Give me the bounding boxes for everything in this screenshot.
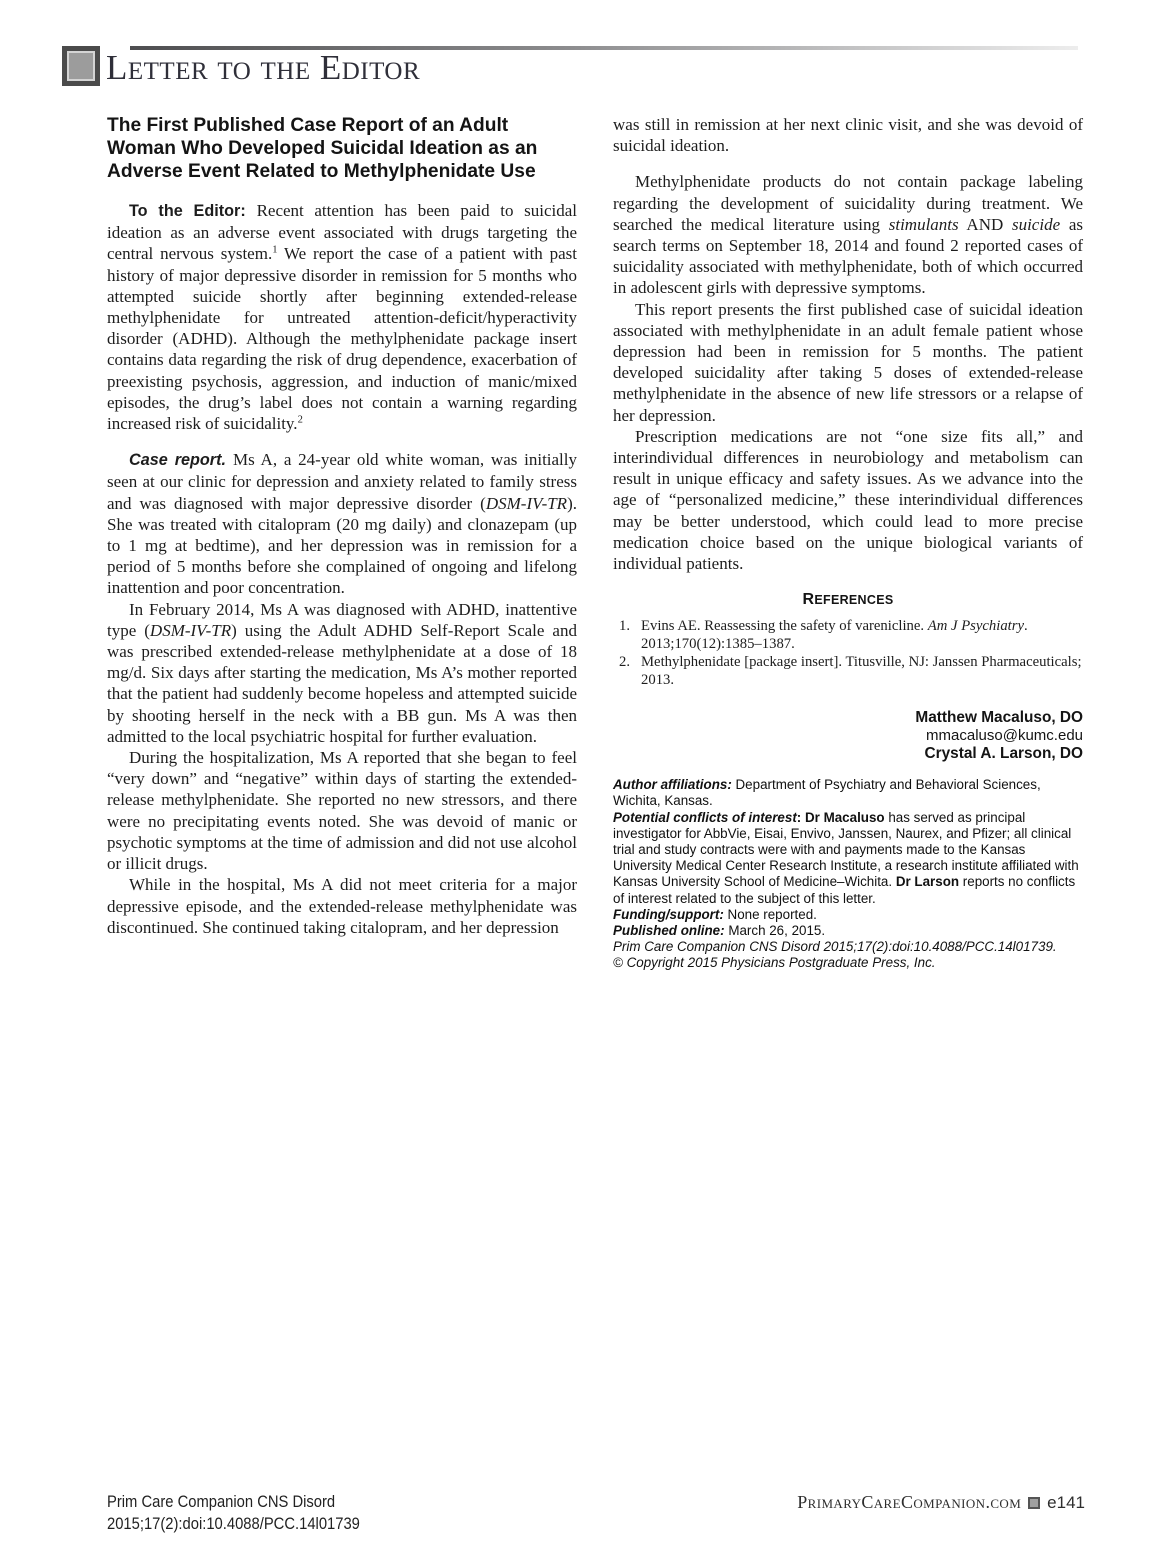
- text-segment: Methylphenidate products do not contain package labeling regarding the development of suicidality during treatment. We searched the medical literature using: [613, 172, 1083, 234]
- text-segment: reports no conflicts of interest related to the subject of this letter.: [613, 874, 1076, 906]
- right-column: [613, 114, 1083, 972]
- text-segment: was still in remission at her next clinic visit, and she was devoid of suicidal ideation.: [613, 115, 1083, 156]
- text-segment: :: [796, 809, 805, 825]
- text-line: [613, 745, 1083, 763]
- text-segment: While in the hospital, Ms A did not meet criteria for a major depressive episode, and the extended-release methylphenidate was discontinued. She continued taking citalopram, and her depression: [107, 875, 577, 937]
- paragraph-methylphenidate-products: [613, 171, 1083, 298]
- text-segment: ). She was treated with citalopram (20 mg daily) and clonazepam (up to 1 mg at bedtime), and her depression was in remission for a period of 5 months before she complained of ongoing and lifelong inattention and poor concentration.: [107, 493, 577, 598]
- footer-site-name: PrimaryCareCompanion.com: [797, 1492, 1022, 1512]
- footer-page-number: e141: [1047, 1492, 1085, 1512]
- reference-text: [641, 654, 1083, 690]
- reference-list: [619, 618, 1083, 689]
- text-segment: mmacaluso@kumc.edu: [926, 727, 1083, 745]
- text-segment: ) using the Adult ADHD Self-Report Scale and was prescribed extended-release methylphenidate at a dose of 18 mg/d. Six days after starting the medication, Ms A’s mother reported that the patient had suddenly become hopeless and attempted suicide by shooting herself in the neck with a BB gun. Ms A was then admitted to the local psychiatric hospital for further evaluation.: [107, 620, 577, 746]
- footnote-marker: 1: [272, 244, 278, 256]
- text-line: [613, 810, 1083, 907]
- article-body: [107, 114, 1083, 972]
- text-segment: DSM-IV-TR: [485, 493, 568, 513]
- text-segment: Recent attention has been paid to suicidal ideation as an adverse event associated with drugs targeting the central nervous system.: [107, 201, 577, 264]
- paragraph-continuation: [613, 114, 1083, 156]
- text-segment: as search terms on September 18, 2014 and found 2 reported cases of suicidality associated with methylphenidate, both of which occurred in adolescent girls with depressive symptoms.: [613, 214, 1083, 298]
- text-segment: We report the case of a patient with past history of major depressive disorder in remission for 5 months who attempted suicide shortly after beginning extended-release methylphenidate for untreated attention-deficit/hyperactivity disorder (ADHD). Although the methylphenidate package insert contains data regarding the risk of drug dependence, exacerbation of preexisting psychosis, aggression, and induction of manic/mixed episodes, the drug’s label does not contain a warning regarding increased risk of suicidality.: [107, 244, 578, 434]
- footer-journal-doi: 2015;17(2):doi:10.4088/PCC.14l01739: [107, 1513, 360, 1533]
- reference-number: 1.: [619, 618, 631, 635]
- references-heading: REFERENCES: [802, 591, 894, 609]
- paragraph-to-the-editor: [107, 200, 577, 434]
- paragraph-prescription-medications: [613, 426, 1083, 574]
- section-square-icon-inner: [67, 51, 95, 81]
- text-segment: © Copyright 2015 Physicians Postgraduate Press, Inc.: [613, 955, 936, 971]
- text-segment: Evins AE. Reassessing the safety of varenicline.: [641, 618, 928, 635]
- text-segment: Published online:: [613, 923, 725, 939]
- text-segment: Potential conflicts of interest: [613, 809, 797, 825]
- text-line: [613, 777, 1083, 809]
- text-segment: Dr Larson: [895, 874, 960, 890]
- text-segment: During the hospitalization, Ms A reported that she began to feel “very down” and “negative” within days of starting the extended-release methylphenidate. She reported no new stressors, and there were no precipitating events noted. She was devoid of manic or psychotic symptoms at the time of admission and did not use alcohol or illicit drugs.: [107, 748, 577, 874]
- footer-site-block: [797, 1492, 1085, 1513]
- paragraph-this-report: [613, 299, 1083, 426]
- text-line: [613, 907, 1083, 923]
- left-column: [107, 114, 577, 972]
- reference-item: [619, 618, 1083, 654]
- text-segment: Ms A, a 24-year old white woman, was initially seen at our clinic for depression and anxiety related to family stress and was diagnosed with major depressive disorder (: [107, 450, 578, 513]
- text-segment: Case report.: [129, 451, 233, 470]
- text-segment: Dr Macaluso: [804, 809, 885, 825]
- text-line: [613, 939, 1083, 955]
- text-segment: DSM-IV-TR: [149, 620, 232, 640]
- text-segment: In February 2014, Ms A was diagnosed with ADHD, inattentive type (: [107, 599, 577, 640]
- paragraph-hospitalization: [107, 747, 577, 874]
- affiliations-block: [613, 777, 1083, 971]
- footnote-marker: 2: [297, 414, 303, 426]
- text-segment: This report presents the first published case of suicidal ideation associated with methylphenidate in an adult female patient whose depression had been in remission for 5 months. The patient developed suicidality after taking 5 doses of extended-release methylphenidate in the absence of new life stressors or a relapse of her depression.: [613, 299, 1083, 425]
- text-segment: suicide: [1011, 214, 1061, 234]
- text-segment: Funding/support:: [613, 906, 724, 922]
- text-line: [613, 955, 1083, 971]
- text-line: [613, 923, 1083, 939]
- text-segment: None reported.: [723, 906, 817, 922]
- text-line: [613, 727, 1083, 745]
- text-segment: stimulants: [888, 214, 959, 234]
- section-title: Letter to the Editor: [106, 48, 421, 87]
- text-segment: Author affiliations:: [613, 777, 732, 793]
- text-segment: AND: [958, 214, 1012, 234]
- text-segment: Am J Psychiatry: [927, 618, 1025, 635]
- footer-journal-name: Prim Care Companion CNS Disord: [107, 1492, 336, 1511]
- text-segment: Matthew Macaluso, DO: [915, 709, 1083, 727]
- text-segment: March 26, 2015.: [724, 923, 826, 939]
- paragraph-case-report: [107, 449, 577, 598]
- paragraph-while-in-hospital: [107, 874, 577, 938]
- text-segment: To the Editor:: [129, 202, 257, 220]
- text-line: [613, 709, 1083, 727]
- author-signature-block: [613, 709, 1083, 762]
- footer-journal-citation: [107, 1491, 360, 1534]
- text-segment: Methylphenidate [package insert]. Titusville, NJ: Janssen Pharmaceuticals; 2013.: [641, 653, 1082, 688]
- reference-text: [641, 618, 1083, 654]
- reference-item: [619, 654, 1083, 690]
- text-segment: . 2013;170(12):1385–1387.: [641, 618, 1028, 653]
- paragraph-february-2014: [107, 599, 577, 747]
- footer-square-icon: [1028, 1497, 1040, 1509]
- text-segment: Department of Psychiatry and Behavioral Sciences, Wichita, Kansas.: [613, 777, 1041, 809]
- article-title: The First Published Case Report of an Adult Woman Who Developed Suicidal Ideation as an Adverse Event Related to Methylphenidate Use: [107, 115, 538, 182]
- text-segment: has served as principal investigator for AbbVie, Eisai, Envivo, Janssen, Naurex, and Pfizer; all clinical trial and study contracts were with and payments made to the Kansas University Medical Center Research Institute, a research institute affiliated with Kansas University School of Medicine–Wichita.: [613, 809, 1079, 890]
- text-segment: Crystal A. Larson, DO: [924, 744, 1083, 762]
- text-segment: Prim Care Companion CNS Disord 2015;17(2):doi:10.4088/PCC.14l01739.: [613, 939, 1057, 955]
- text-segment: Prescription medications are not “one size fits all,” and interindividual differences in neurobiology and metabolism can result in unique efficacy and safety issues. As we advance into the age of “personalized medicine,” these interindividual differences may be better understood, which could lead to more precise medication choice based on the unique biological variants of individual patients.: [613, 426, 1083, 574]
- section-square-icon: [62, 46, 100, 86]
- reference-number: 2.: [619, 653, 631, 670]
